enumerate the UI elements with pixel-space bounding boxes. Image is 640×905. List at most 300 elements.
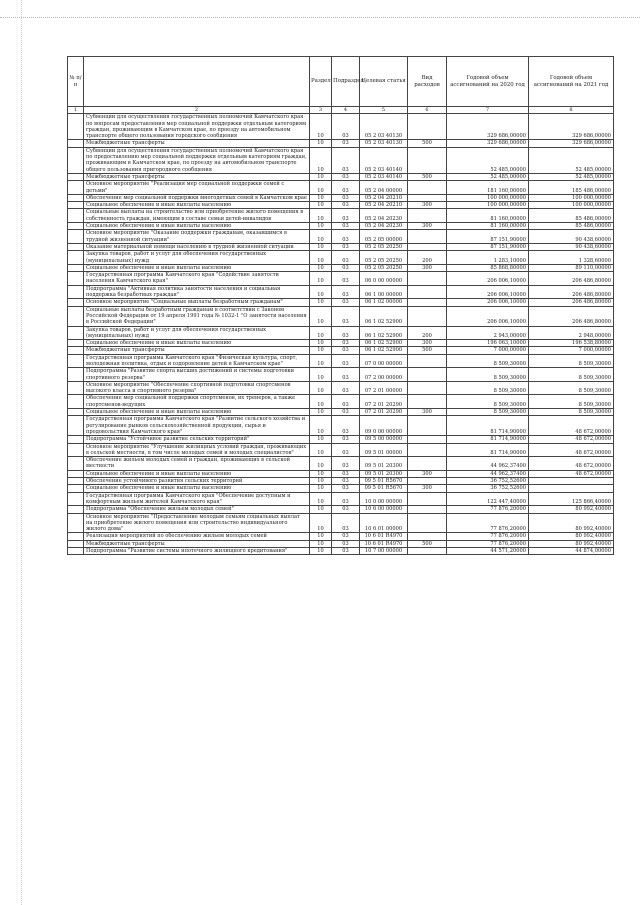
table-row — [68, 354, 614, 368]
row-name: Субвенции для осуществления государственных полномочий Камчатского края по предоставлению мер социальной поддержки отдельным категориям граждан, проживающим в Камчатском крае, по проезду на автомобильном транспорте общего пользования пригородного сообщения — [84, 147, 310, 173]
row-amount-2020: 8 509,30000 — [447, 381, 529, 395]
row-name: Социальные выплаты на строительство или приобретение жилого помещения в собственность граждан, имеющим в составе семьи детей-инвалидов — [84, 209, 310, 223]
row-target-article: 05 2 03 40140 — [360, 147, 408, 173]
row-name: Обеспечение жильем молодых семей и граждан, проживающих в сельской местности — [84, 457, 310, 471]
row-number — [68, 173, 84, 180]
row-amount-2021: 206 486,80000 — [529, 285, 614, 299]
row-section: 10 — [310, 147, 332, 173]
row-target-article: 06 0 00 00000 — [360, 272, 408, 286]
row-name: Подпрограмма "Устойчивое развитие сельских территорий" — [84, 436, 310, 443]
row-number — [68, 243, 84, 250]
row-subsection: 03 — [332, 416, 360, 436]
row-section: 10 — [310, 285, 332, 299]
row-subsection: 03 — [332, 285, 360, 299]
row-number — [68, 347, 84, 354]
row-number — [68, 114, 84, 140]
table-row — [68, 381, 614, 395]
row-number — [68, 230, 84, 244]
row-amount-2021: 80 992,40000 — [529, 506, 614, 513]
row-subsection: 03 — [332, 485, 360, 492]
row-amount-2021: 2 948,00000 — [529, 326, 614, 340]
row-name: Субвенции для осуществления государственных полномочий Камчатского края по вопросам предоставления мер социальной поддержки отдельным категориям граждан, проживающим в Камчатском крае, по проезду на автомобильном транспорте общего пользования городского сообщения — [84, 114, 310, 140]
row-number — [68, 368, 84, 382]
table-row — [68, 485, 614, 492]
row-amount-2020: 196 063,10000 — [447, 340, 529, 347]
row-section: 10 — [310, 223, 332, 230]
scan-edge-line-left — [21, 0, 22, 905]
table-row — [68, 533, 614, 540]
row-amount-2021: 100 000,00000 — [529, 202, 614, 209]
header-subsection: Подраздел — [332, 57, 360, 107]
row-expense-type: 200 — [408, 326, 447, 340]
header-amount-2020: Годовой объем ассигнований на 2020 год — [447, 57, 529, 107]
row-amount-2021: 44 874,00000 — [529, 548, 614, 555]
row-subsection: 03 — [332, 443, 360, 457]
row-expense-type — [408, 181, 447, 195]
row-subsection: 03 — [332, 140, 360, 147]
row-expense-type: 500 — [408, 140, 447, 147]
row-expense-type: 200 — [408, 251, 447, 265]
row-target-article: 06 1 02 52900 — [360, 306, 408, 326]
col-num: 2 — [84, 107, 310, 114]
row-expense-type — [408, 147, 447, 173]
row-expense-type — [408, 416, 447, 436]
row-number — [68, 395, 84, 409]
row-number — [68, 478, 84, 485]
row-target-article: 06 1 02 52900 — [360, 340, 408, 347]
row-number — [68, 354, 84, 368]
row-section: 10 — [310, 347, 332, 354]
row-name: Социальное обеспечение и иные выплаты населению — [84, 340, 310, 347]
row-target-article: 10 7 00 00000 — [360, 548, 408, 555]
row-expense-type: 300 — [408, 340, 447, 347]
row-section: 10 — [310, 230, 332, 244]
table-row — [68, 306, 614, 326]
row-target-article: 05 2 03 40130 — [360, 114, 408, 140]
col-num: 7 — [447, 107, 529, 114]
row-target-article: 07 2 01 00000 — [360, 381, 408, 395]
row-subsection: 03 — [332, 251, 360, 265]
table-row — [68, 299, 614, 306]
col-num: 1 — [68, 107, 84, 114]
header-number: № п/п — [68, 57, 84, 107]
row-expense-type — [408, 506, 447, 513]
table-row — [68, 173, 614, 180]
row-target-article: 06 1 02 52900 — [360, 347, 408, 354]
col-num: 4 — [332, 107, 360, 114]
row-amount-2020: 206 006,10000 — [447, 285, 529, 299]
row-name: Основное мероприятие "Предоставление молодым семьям социальных выплат на приобретение жилого помещения или строительство индивидуального жилого дома" — [84, 513, 310, 533]
row-number — [68, 540, 84, 547]
row-name: Основное мероприятие "Социальные выплаты безработным гражданам" — [84, 299, 310, 306]
row-name: Подпрограмма "Развитие спорта высших достижений и системы подготовки спортивного резерва" — [84, 368, 310, 382]
row-section: 10 — [310, 114, 332, 140]
row-subsection: 03 — [332, 230, 360, 244]
row-expense-type — [408, 533, 447, 540]
row-target-article: 06 1 02 52900 — [360, 326, 408, 340]
row-amount-2020: 206 006,10000 — [447, 306, 529, 326]
row-target-article: 05 2 04 20210 — [360, 202, 408, 209]
row-expense-type — [408, 513, 447, 533]
table-row — [68, 340, 614, 347]
row-number — [68, 181, 84, 195]
row-number — [68, 457, 84, 471]
row-name: Обеспечение устойчивого развития сельских территорий — [84, 478, 310, 485]
row-subsection: 03 — [332, 506, 360, 513]
row-number — [68, 209, 84, 223]
row-amount-2020: 7 000,00000 — [447, 347, 529, 354]
row-target-article: 09 5 01 20300 — [360, 457, 408, 471]
row-target-article: 05 2 04 00000 — [360, 181, 408, 195]
table-row — [68, 194, 614, 201]
row-expense-type: 300 — [408, 202, 447, 209]
row-number — [68, 147, 84, 173]
row-amount-2021: 8 509,30000 — [529, 395, 614, 409]
row-name: Социальные выплаты безработным гражданам в соответствии с Законом Российской Федерации от 19 апреля 1991 года № 1032-1 "О занятости населения в Российской Федерации" — [84, 306, 310, 326]
row-name: Социальное обеспечение и иные выплаты населению — [84, 409, 310, 416]
row-target-article: 09 5 01 R5670 — [360, 485, 408, 492]
header-amount-2021: Годовой объем ассигнований на 2021 год — [529, 57, 614, 107]
row-target-article: 05 2 05 20250 — [360, 243, 408, 250]
row-amount-2020: 206 006,10000 — [447, 272, 529, 286]
row-amount-2021: 196 538,80000 — [529, 340, 614, 347]
row-expense-type — [408, 285, 447, 299]
table-row — [68, 140, 614, 147]
budget-table — [67, 56, 614, 555]
table-row — [68, 443, 614, 457]
row-subsection: 03 — [332, 470, 360, 477]
row-amount-2021: 48 672,00000 — [529, 470, 614, 477]
row-name: Межбюджетные трансферты — [84, 140, 310, 147]
table-row — [68, 230, 614, 244]
table-body — [68, 114, 614, 555]
row-amount-2020: 52 485,00000 — [447, 147, 529, 173]
row-number — [68, 326, 84, 340]
row-target-article: 07 2 01 20290 — [360, 409, 408, 416]
row-subsection: 03 — [332, 368, 360, 382]
row-number — [68, 416, 84, 436]
row-name: Закупка товаров, работ и услуг для обеспечения государственных (муниципальных) нужд — [84, 251, 310, 265]
row-section: 10 — [310, 306, 332, 326]
row-target-article: 07 0 00 00000 — [360, 354, 408, 368]
row-number — [68, 533, 84, 540]
table-row — [68, 548, 614, 555]
row-subsection: 03 — [332, 272, 360, 286]
row-amount-2020: 77 876,20000 — [447, 540, 529, 547]
row-section: 10 — [310, 264, 332, 271]
row-name: Государственная программа Камчатского края "Обеспечение доступным и комфортным жильем жителей Камчатского края" — [84, 492, 310, 506]
row-amount-2020: 100 000,00000 — [447, 202, 529, 209]
row-subsection: 03 — [332, 492, 360, 506]
row-amount-2020: 329 686,00000 — [447, 114, 529, 140]
row-expense-type — [408, 194, 447, 201]
row-amount-2021: 85 486,00000 — [529, 223, 614, 230]
row-name: Закупка товаров, работ и услуг для обеспечения государственных (муниципальных) нужд — [84, 326, 310, 340]
row-amount-2021: 85 486,00000 — [529, 209, 614, 223]
header-name — [84, 57, 310, 107]
row-subsection: 03 — [332, 194, 360, 201]
row-subsection: 03 — [332, 340, 360, 347]
row-expense-type — [408, 209, 447, 223]
row-amount-2021: 1 328,60000 — [529, 251, 614, 265]
row-section: 10 — [310, 194, 332, 201]
row-number — [68, 492, 84, 506]
row-amount-2021: 52 485,00000 — [529, 147, 614, 173]
row-amount-2021: 48 672,00000 — [529, 436, 614, 443]
row-amount-2020: 81 714,90000 — [447, 416, 529, 436]
table-header-row — [68, 57, 614, 107]
row-amount-2020: 77 876,20000 — [447, 506, 529, 513]
row-section: 10 — [310, 492, 332, 506]
row-amount-2020: 77 876,20000 — [447, 533, 529, 540]
row-target-article: 09 5 00 00000 — [360, 436, 408, 443]
row-amount-2021: 80 992,40000 — [529, 540, 614, 547]
row-section: 10 — [310, 470, 332, 477]
row-amount-2021: 329 686,00000 — [529, 114, 614, 140]
row-target-article: 10 0 00 00000 — [360, 492, 408, 506]
row-section: 10 — [310, 202, 332, 209]
row-amount-2020: 329 686,00000 — [447, 140, 529, 147]
row-target-article: 09 0 00 00000 — [360, 416, 408, 436]
table-row — [68, 251, 614, 265]
header-expense-type: Вид расходов — [408, 57, 447, 107]
row-target-article: 06 1 00 00000 — [360, 285, 408, 299]
row-name: Основное мероприятие "Реализация мер социальной поддержки семей с детьми" — [84, 181, 310, 195]
row-subsection: 03 — [332, 209, 360, 223]
table-row — [68, 223, 614, 230]
row-section: 10 — [310, 533, 332, 540]
row-section: 10 — [310, 381, 332, 395]
row-section: 10 — [310, 478, 332, 485]
row-amount-2021: 206 486,80000 — [529, 306, 614, 326]
row-number — [68, 443, 84, 457]
table-row — [68, 436, 614, 443]
row-amount-2021: 206 486,80000 — [529, 299, 614, 306]
row-number — [68, 264, 84, 271]
row-target-article: 05 2 04 20210 — [360, 194, 408, 201]
row-expense-type — [408, 492, 447, 506]
row-amount-2020: 87 151,90000 — [447, 243, 529, 250]
row-amount-2021: 329 686,00000 — [529, 140, 614, 147]
row-name: Социальное обеспечение и иные выплаты населению — [84, 223, 310, 230]
row-subsection: 03 — [332, 223, 360, 230]
row-amount-2020: 8 509,30000 — [447, 409, 529, 416]
table-row — [68, 264, 614, 271]
row-section: 10 — [310, 243, 332, 250]
row-subsection: 03 — [332, 202, 360, 209]
row-amount-2020: 81 160,00000 — [447, 209, 529, 223]
row-section: 10 — [310, 409, 332, 416]
row-amount-2021: 8 509,30000 — [529, 354, 614, 368]
row-number — [68, 306, 84, 326]
row-amount-2020: 77 876,20000 — [447, 513, 529, 533]
header-target-article: Целевая статья — [360, 57, 408, 107]
row-name: Подпрограмма "Обеспечение жильем молодых семей" — [84, 506, 310, 513]
row-expense-type — [408, 443, 447, 457]
row-amount-2020: 81 714,90000 — [447, 443, 529, 457]
row-name: Оказание материальной помощи населению в трудной жизненной ситуации — [84, 243, 310, 250]
row-section: 10 — [310, 354, 332, 368]
row-subsection: 03 — [332, 264, 360, 271]
table-row — [68, 147, 614, 173]
row-name: Социальное обеспечение и иные выплаты населению — [84, 264, 310, 271]
row-section: 10 — [310, 506, 332, 513]
row-subsection: 03 — [332, 395, 360, 409]
row-section: 10 — [310, 540, 332, 547]
row-section: 10 — [310, 299, 332, 306]
col-num: 6 — [408, 107, 447, 114]
row-expense-type — [408, 548, 447, 555]
row-section: 10 — [310, 548, 332, 555]
row-name: Основное мероприятие "Оказание поддержки гражданам, оказавшимся в трудной жизненной ситуации" — [84, 230, 310, 244]
row-target-article: 10 6 00 00000 — [360, 506, 408, 513]
row-subsection: 03 — [332, 457, 360, 471]
row-expense-type: 300 — [408, 223, 447, 230]
row-name: Социальное обеспечение и иные выплаты населению — [84, 202, 310, 209]
table-row — [68, 347, 614, 354]
row-amount-2021: 90 438,60000 — [529, 243, 614, 250]
row-number — [68, 251, 84, 265]
row-expense-type: 300 — [408, 409, 447, 416]
row-number — [68, 194, 84, 201]
row-expense-type — [408, 381, 447, 395]
row-number — [68, 202, 84, 209]
row-name: Социальное обеспечение и иные выплаты населению — [84, 485, 310, 492]
row-amount-2021: 8 509,30000 — [529, 368, 614, 382]
row-expense-type — [408, 230, 447, 244]
table-row — [68, 395, 614, 409]
row-target-article: 07 2 00 00000 — [360, 368, 408, 382]
row-amount-2020: 206 006,10000 — [447, 299, 529, 306]
table-row — [68, 368, 614, 382]
row-amount-2020: 122 447,40000 — [447, 492, 529, 506]
row-name: Обеспечение мер социальной поддержки многодетных семей в Камчатском крае — [84, 194, 310, 201]
row-section: 10 — [310, 272, 332, 286]
row-amount-2021: 206 486,80000 — [529, 272, 614, 286]
row-amount-2021: 125 866,40000 — [529, 492, 614, 506]
row-name: Подпрограмма "Активная политика занятости населения и социальная поддержка безработных граждан" — [84, 285, 310, 299]
row-expense-type — [408, 243, 447, 250]
row-subsection: 03 — [332, 147, 360, 173]
row-amount-2020: 8 509,30000 — [447, 354, 529, 368]
row-amount-2020: 2 943,00000 — [447, 326, 529, 340]
row-target-article: 05 2 03 40130 — [360, 140, 408, 147]
row-subsection: 03 — [332, 381, 360, 395]
row-number — [68, 409, 84, 416]
row-name: Межбюджетные трансферты — [84, 173, 310, 180]
row-expense-type — [408, 478, 447, 485]
row-name: Государственная программа Камчатского края "Содействие занятости населения Камчатского края" — [84, 272, 310, 286]
row-amount-2020: 8 509,30000 — [447, 395, 529, 409]
row-expense-type — [408, 354, 447, 368]
row-target-article: 09 5 01 R5670 — [360, 478, 408, 485]
row-section: 10 — [310, 326, 332, 340]
row-target-article: 06 1 02 00000 — [360, 299, 408, 306]
row-subsection: 03 — [332, 354, 360, 368]
row-amount-2021: 48 672,00000 — [529, 457, 614, 471]
row-target-article: 05 2 05 20250 — [360, 264, 408, 271]
row-section: 10 — [310, 416, 332, 436]
row-number — [68, 548, 84, 555]
row-amount-2020: 100 000,00000 — [447, 194, 529, 201]
row-expense-type: 500 — [408, 540, 447, 547]
table-row — [68, 478, 614, 485]
row-amount-2020: 81 714,90000 — [447, 436, 529, 443]
row-target-article: 07 2 01 20290 — [360, 395, 408, 409]
row-expense-type: 500 — [408, 347, 447, 354]
row-number — [68, 272, 84, 286]
row-amount-2021: 7 000,00000 — [529, 347, 614, 354]
row-section: 10 — [310, 251, 332, 265]
row-target-article: 05 2 04 20230 — [360, 223, 408, 230]
row-name: Государственная программа Камчатского края "Развитие сельского хозяйства и регулирование рынков сельскохозяйственной продукции, сырья и продовольствия Камчатского края" — [84, 416, 310, 436]
row-target-article: 10 6 01 R4970 — [360, 533, 408, 540]
row-section: 10 — [310, 457, 332, 471]
row-subsection: 03 — [332, 173, 360, 180]
row-amount-2021: 80 992,40000 — [529, 533, 614, 540]
row-amount-2020: 1 283,10000 — [447, 251, 529, 265]
row-section: 10 — [310, 173, 332, 180]
row-subsection: 03 — [332, 326, 360, 340]
row-section: 10 — [310, 209, 332, 223]
row-section: 10 — [310, 140, 332, 147]
row-section: 10 — [310, 485, 332, 492]
row-name: Основное мероприятие "Обеспечение спортивной подготовки спортсменов высокого класса и спортивного резерва" — [84, 381, 310, 395]
row-amount-2020: 85 868,80000 — [447, 264, 529, 271]
table-row — [68, 114, 614, 140]
row-expense-type — [408, 299, 447, 306]
row-amount-2021: 8 509,30000 — [529, 381, 614, 395]
row-target-article: 09 5 01 20300 — [360, 470, 408, 477]
row-expense-type: 300 — [408, 485, 447, 492]
row-target-article: 05 2 05 20250 — [360, 251, 408, 265]
row-amount-2020: 8 509,30000 — [447, 368, 529, 382]
table-row — [68, 470, 614, 477]
row-subsection: 03 — [332, 478, 360, 485]
row-expense-type — [408, 436, 447, 443]
table-row — [68, 409, 614, 416]
row-subsection: 03 — [332, 533, 360, 540]
row-number — [68, 381, 84, 395]
row-target-article: 09 5 01 00000 — [360, 443, 408, 457]
header-section: Раздел — [310, 57, 332, 107]
row-subsection: 03 — [332, 299, 360, 306]
table-row — [68, 492, 614, 506]
table-row — [68, 243, 614, 250]
row-number — [68, 299, 84, 306]
row-amount-2020: 44 962,37400 — [447, 457, 529, 471]
row-number — [68, 223, 84, 230]
row-subsection: 03 — [332, 347, 360, 354]
row-expense-type — [408, 368, 447, 382]
row-number — [68, 436, 84, 443]
row-amount-2021: 80 992,40000 — [529, 513, 614, 533]
row-name: Межбюджетные трансферты — [84, 347, 310, 354]
row-amount-2020: 87 151,90000 — [447, 230, 529, 244]
row-section: 10 — [310, 368, 332, 382]
col-num: 5 — [360, 107, 408, 114]
col-num: 3 — [310, 107, 332, 114]
row-number — [68, 285, 84, 299]
row-expense-type — [408, 395, 447, 409]
column-number-row — [68, 107, 614, 114]
row-name: Социальное обеспечение и иные выплаты населению — [84, 470, 310, 477]
row-amount-2021 — [529, 485, 614, 492]
row-name: Межбюджетные трансферты — [84, 540, 310, 547]
row-section: 10 — [310, 443, 332, 457]
row-amount-2020: 52 485,00000 — [447, 173, 529, 180]
row-name: Реализация мероприятий по обеспечению жильем молодых семей — [84, 533, 310, 540]
